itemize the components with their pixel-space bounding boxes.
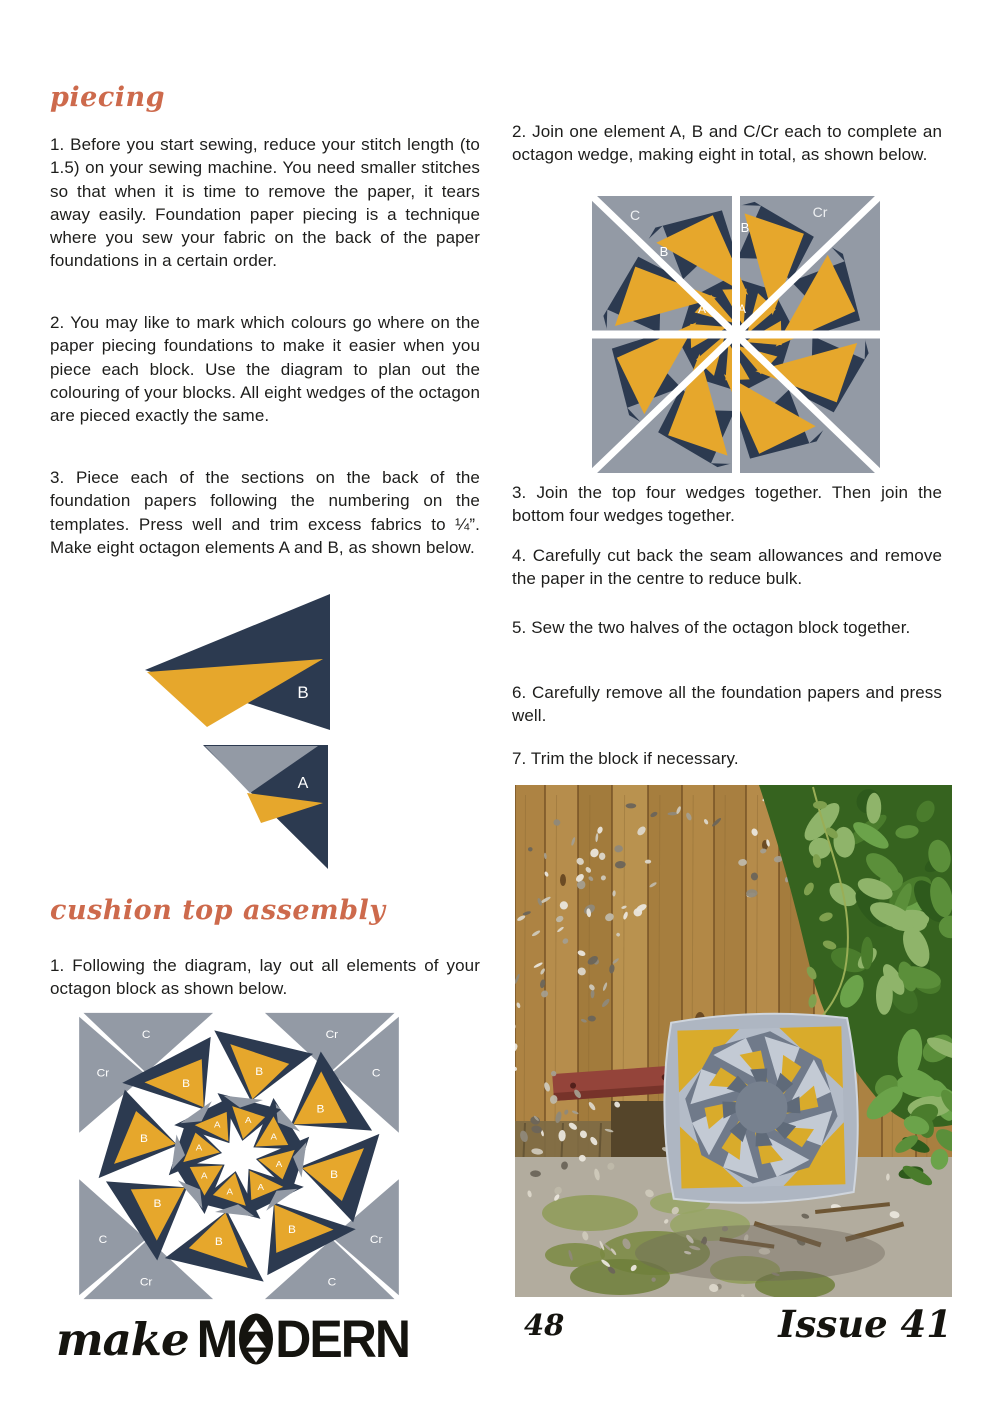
step-paragraph-7: 7. Trim the block if necessary.	[512, 749, 739, 768]
svg-text:Cr: Cr	[325, 1029, 339, 1041]
section-heading-piecing: piecing	[50, 82, 166, 113]
issue-label: Issue 41	[778, 1302, 952, 1346]
svg-text:B: B	[659, 244, 669, 259]
svg-text:A: A	[200, 1170, 208, 1181]
assembly-step-1: 1. Following the diagram, lay out all elements of your octagon block as shown below.	[50, 956, 480, 999]
svg-text:Cr: Cr	[139, 1277, 153, 1289]
svg-text:A: A	[737, 302, 747, 316]
step-paragraph-3: 3. Join the top four wedges together. Then join the bottom four wedges together.	[512, 483, 942, 526]
svg-text:B: B	[139, 1133, 148, 1145]
svg-text:C: C	[327, 1277, 337, 1289]
svg-text:B: B	[214, 1236, 223, 1248]
step-paragraph-5: 5. Sew the two halves of the octagon block together.	[512, 618, 911, 637]
svg-text:Cr: Cr	[812, 204, 828, 220]
svg-text:B: B	[153, 1198, 162, 1211]
svg-text:C: C	[371, 1068, 381, 1080]
piecing-step-1: 1. Before you start sewing, reduce your stitch length (to 1.5) on your sewing machine. You need smaller stitches so that when it is time to remove the paper, it tears away easily. Foundation paper piecing is a technique where you sew your fabric on the back of the paper foundations in a certain order.	[50, 135, 480, 271]
make-modern-logo	[56, 1300, 409, 1378]
svg-text:C: C	[141, 1029, 151, 1041]
element-b-diagram	[145, 593, 331, 731]
logo-make-text: make	[56, 1312, 189, 1366]
cushion-photo	[515, 785, 952, 1297]
logo-o-icon	[238, 1313, 274, 1366]
svg-text:A: A	[244, 1115, 252, 1125]
svg-text:A: A	[275, 1159, 283, 1170]
octagon-wedges-diagram	[592, 196, 880, 473]
section-heading-assembly: cushion top assembly	[50, 895, 386, 926]
element-a-label: A	[297, 775, 309, 792]
svg-text:B: B	[255, 1066, 264, 1078]
svg-text:A: A	[257, 1182, 264, 1192]
step-paragraph-4: 4. Carefully cut back the seam allowances and remove the paper in the centre to reduce bulk.	[512, 546, 942, 589]
step-paragraph-6: 6. Carefully remove all the foundation papers and press well.	[512, 683, 942, 726]
element-b-label: B	[297, 683, 309, 702]
svg-text:Cr: Cr	[369, 1234, 383, 1246]
svg-text:A: A	[697, 302, 707, 316]
logo-modern-text: M DERN	[196, 1309, 409, 1369]
svg-text:C: C	[629, 207, 641, 223]
element-a-diagram	[203, 743, 330, 871]
svg-text:B: B	[182, 1078, 191, 1090]
octagon-layout-diagram	[77, 1011, 401, 1301]
svg-text:A: A	[270, 1131, 278, 1142]
svg-text:B: B	[330, 1169, 339, 1181]
step-paragraph-2: 2. Join one element A, B and C/Cr each to complete an octagon wedge, making eight in total, as shown below.	[512, 122, 942, 165]
svg-text:A: A	[195, 1143, 203, 1153]
svg-text:B: B	[740, 220, 750, 235]
page-number: 48	[524, 1308, 565, 1342]
piecing-step-3: 3. Piece each of the sections on the back of the foundation papers following the numbering on the templates. Press well and trim excess fabrics to ¼”. Make eight octagon elements A and B, as shown below.	[50, 468, 480, 557]
svg-text:B: B	[287, 1224, 296, 1236]
svg-text:A: A	[226, 1187, 234, 1197]
svg-text:A: A	[214, 1120, 221, 1130]
piecing-step-2: 2. You may like to mark which colours go where on the paper piecing foundations to make it easier when you piece each block. Use the diagram to plan out the colouring of your blocks. All eight wedges of the octagon are pieced exactly the same.	[50, 313, 480, 426]
svg-text:C: C	[98, 1234, 108, 1246]
svg-text:B: B	[316, 1103, 325, 1116]
svg-text:Cr: Cr	[96, 1068, 110, 1080]
